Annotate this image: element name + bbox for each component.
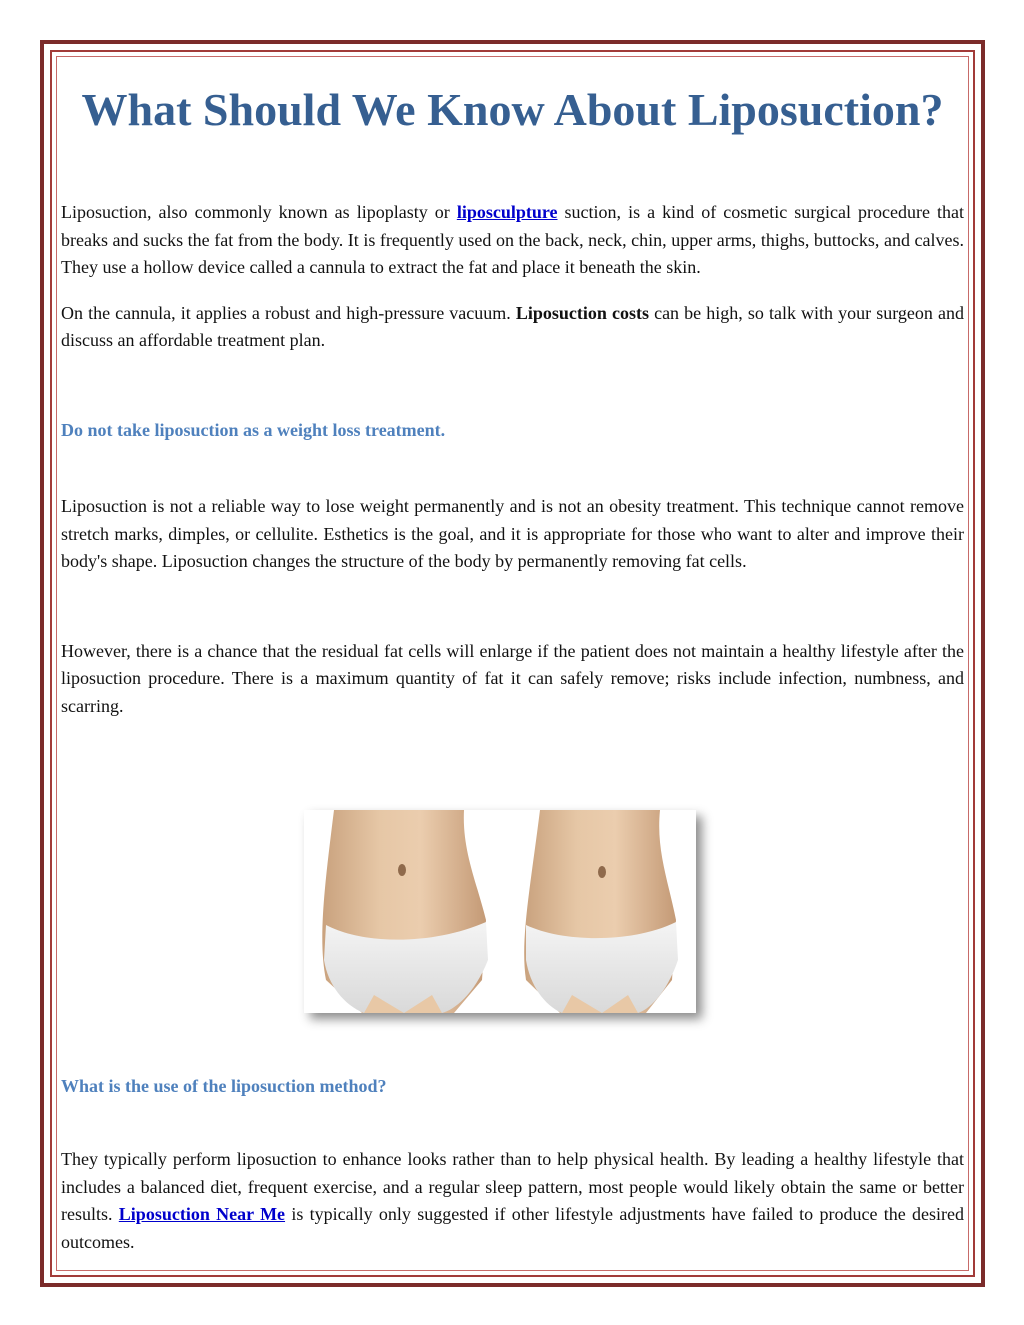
before-after-photo bbox=[304, 810, 696, 1013]
page-title: What Should We Know About Liposuction? bbox=[81, 84, 944, 135]
liposuction-costs-bold: Liposuction costs bbox=[515, 302, 649, 323]
cost-text-start: On the cannula, it applies a robust and high-pressure vacuum. bbox=[61, 302, 516, 323]
use-text-start: They typically perform liposuction to enhance looks rather than to help physical health. By leading a healthy lifestyle that includes a balanced diet, frequent exercise, and a regular sleep pattern, most people would likely obtain the same or better results. bbox=[61, 1149, 964, 1225]
torso-illustration bbox=[304, 810, 696, 1013]
document-body bbox=[61, 80, 964, 1252]
section-heading-weight-loss: Do not take liposuction as a weight loss treatment. bbox=[61, 419, 446, 440]
intro-text-end: suction, is a kind of cosmetic surgical procedure that breaks and sucks the fat from the body. It is frequently used on the back, neck, chin, upper arms, thighs, buttocks, and calves. They use a hollow device called a cannula to extract the fat and place it beneath the skin. bbox=[61, 202, 964, 278]
cost-paragraph bbox=[61, 300, 964, 355]
liposculpture-link[interactable]: liposculpture bbox=[456, 202, 558, 222]
section-heading-use: What is the use of the liposuction method? bbox=[61, 1076, 387, 1096]
after-torso bbox=[524, 810, 678, 1013]
liposuction-near-me-link[interactable]: Liposuction Near Me bbox=[118, 1204, 286, 1225]
before-torso bbox=[322, 810, 488, 1013]
use-paragraph bbox=[61, 1146, 964, 1256]
intro-text-start: Liposuction, also commonly known as lipoplasty or bbox=[61, 202, 457, 222]
intro-paragraph bbox=[61, 199, 964, 282]
risks-paragraph: However, there is a chance that the residual fat cells will enlarge if the patient does not maintain a healthy lifestyle after the liposuction procedure. There is a maximum quantity of fat it can safely remove; risks include infection, numbness, and scarring. bbox=[61, 640, 964, 716]
use-text-end: is typically only suggested if other lifestyle adjustments have failed to produce the desired outcomes. bbox=[61, 1204, 964, 1252]
cost-text-end: can be high, so talk with your surgeon and discuss an affordable treatment plan. bbox=[61, 302, 964, 351]
weight-loss-paragraph: Liposuction is not a reliable way to lose weight permanently and is not an obesity treatment. This technique cannot remove stretch marks, dimples, or cellulite. Esthetics is the goal, and it is appropriate for those who want to alter and improve their body's shape. Liposuction changes the structure of the body by permanently removing fat cells. bbox=[61, 495, 964, 572]
